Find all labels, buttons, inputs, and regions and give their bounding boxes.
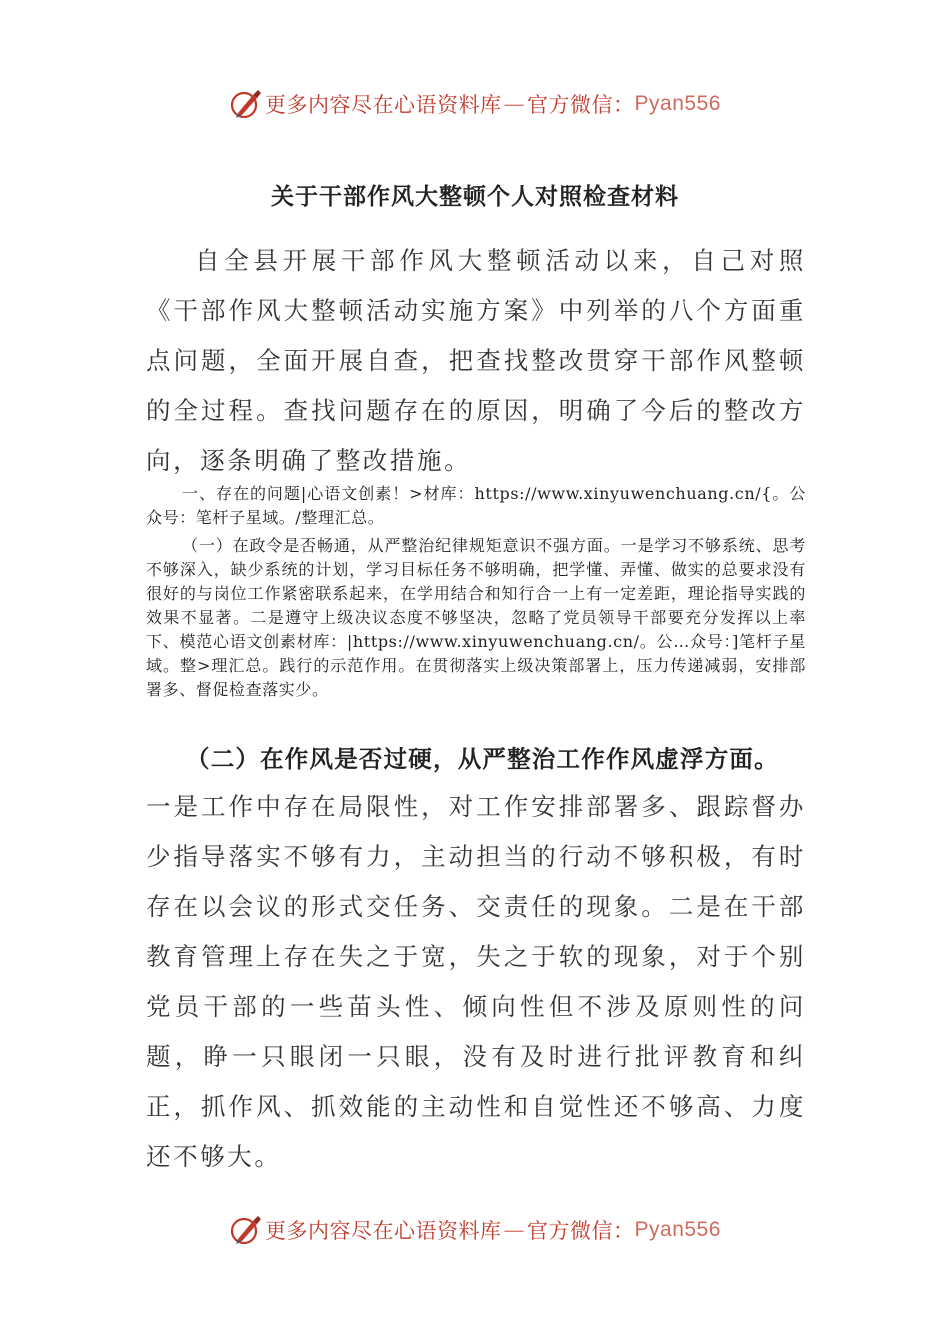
banner-wechat-id: Pyan556	[634, 92, 721, 115]
document-title: 关于干部作风大整顿个人对照检查材料	[271, 183, 679, 210]
header-watermark-banner	[0, 82, 950, 126]
banner-wechat-label: 官方微信：	[527, 93, 635, 117]
banner-wechat-id: Pyan556	[634, 1218, 721, 1241]
footer-watermark-banner	[0, 1208, 950, 1252]
banner-dash: —	[503, 92, 526, 116]
pen-logo-icon	[229, 87, 263, 121]
section-1-paragraph: （一）在政令是否畅通，从严整治纪律规矩意识不强方面。一是学习不够系统、思考不够深入，缺少系统的计划，学习目标任务不够明确，把学懂、弄懂、做实的总要求没有很好的与岗位工作紧密联系起来，在学用结合和知行合一上有一定差距，理论指导实践的效果不显著。二是遵守上级决议态度不够坚决，忽略了党员领导干部要充分发挥以上率下、模范心语文创素材库：|https://www.xinyuwenchuang.cn/。公…众号：]笔杆子星域。整>理汇总。践行的示范作用。在贯彻落实上级决策部署上，压力传递减弱，安排部署多、督促检查落实少。	[146, 536, 806, 699]
section-2-heading: （二）在作风是否过硬，从严整治工作作风虚浮方面。	[186, 745, 779, 773]
section-2-paragraph: 一是工作中存在局限性，对工作安排部署多、跟踪督办少指导落实不够有力，主动担当的行动不够积极，有时存在以会议的形式交任务、交责任的现象。二是在干部教育管理上存在失之于宽，失之于软的现象，对于个别党员干部的一些苗头性、倾向性但不涉及原则性的问题，睁一只眼闭一只眼，没有及时进行批评教育和纠正，抓作风、抓效能的主动性和自觉性还不够高、力度还不够大。	[146, 792, 806, 1171]
section-1-heading-line: 一、存在的问题|心语文创素！>材库：https://www.xinyuwenchuang.cn/{。公众号：笔杆子星域。/整理汇总。	[146, 484, 806, 527]
banner-dash: —	[503, 1218, 526, 1242]
banner-brand-text: 更多内容尽在心语资料库	[265, 1219, 502, 1243]
intro-paragraph: 自全县开展干部作风大整顿活动以来，自己对照《干部作风大整顿活动实施方案》中列举的八个方面重点问题，全面开展自查，把查找整改贯穿干部作风整顿的全过程。查找问题存在的原因，明确了今后的整改方向，逐条明确了整改措施。	[146, 246, 806, 475]
pen-logo-icon	[229, 1213, 263, 1247]
banner-wechat-label: 官方微信：	[527, 1219, 635, 1243]
banner-brand-text: 更多内容尽在心语资料库	[265, 93, 502, 117]
